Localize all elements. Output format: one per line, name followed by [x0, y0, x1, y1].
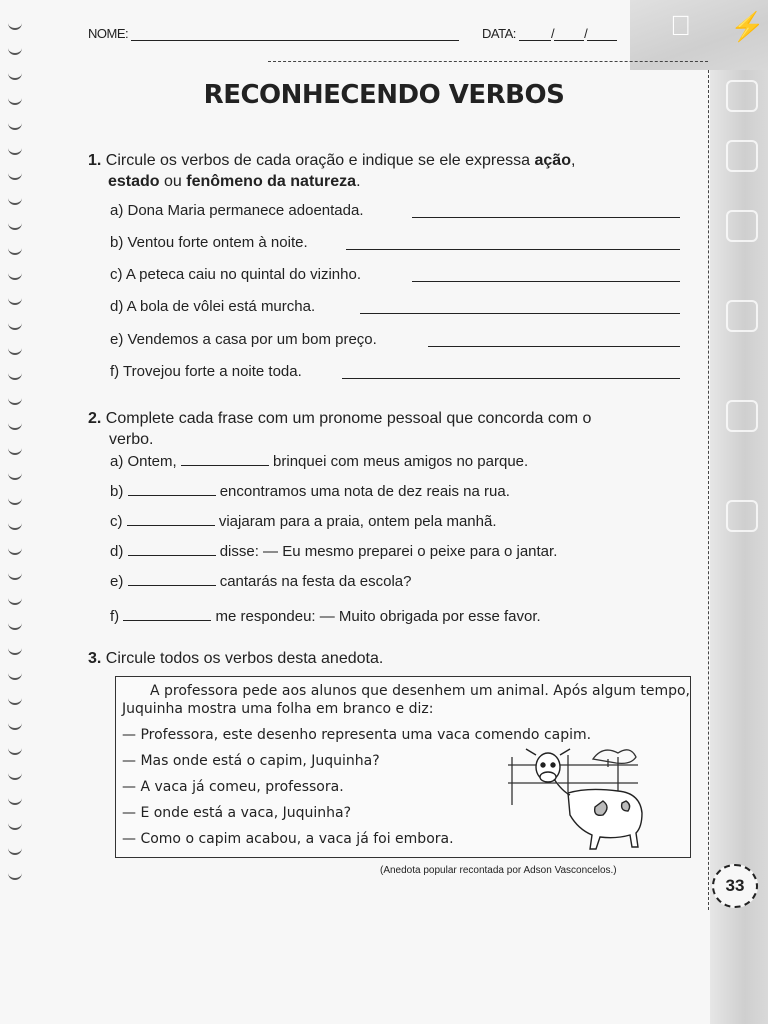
cow-illustration — [508, 745, 678, 851]
pronoun-blank[interactable] — [128, 541, 216, 556]
item-prefix: f) — [110, 608, 120, 625]
pronoun-blank[interactable] — [127, 511, 215, 526]
spiral-ring — [8, 345, 22, 355]
pronoun-blank[interactable] — [128, 571, 216, 586]
item-suffix: disse: — Eu mesmo preparei o peixe para o jantar. — [219, 543, 558, 560]
question-text: Circule os verbos de cada oração e indique se ele expressa — [105, 152, 535, 169]
emphasis-text: fenômeno da natureza — [186, 173, 357, 190]
spiral-ring — [8, 820, 22, 830]
spiral-ring — [8, 495, 22, 505]
page-title: RECONHECENDO VERBOS — [203, 80, 565, 110]
emphasis-text: estado — [108, 173, 160, 190]
date-field — [482, 26, 617, 41]
q1-answer-line-c[interactable] — [412, 281, 680, 282]
q1-answer-line-f[interactable] — [342, 378, 680, 379]
spiral-ring — [8, 120, 22, 130]
building-icon — [726, 210, 758, 242]
pencil-icon — [726, 500, 758, 532]
q1-item-d: d) A bola de vôlei está murcha. — [110, 298, 316, 315]
spiral-ring — [8, 870, 22, 880]
dashed-border-top — [268, 61, 708, 62]
spiral-ring — [8, 720, 22, 730]
book-icon — [726, 300, 758, 332]
spiral-ring — [8, 70, 22, 80]
anecdote-box — [115, 676, 691, 858]
date-separator: / — [550, 26, 555, 41]
pronoun-blank[interactable] — [181, 451, 269, 466]
pronoun-blank[interactable] — [128, 481, 216, 496]
q2-item-c — [110, 511, 497, 530]
spiral-ring — [8, 770, 22, 780]
anecdote-line: — Professora, este desenho representa uma vaca comendo capim. — [122, 727, 592, 743]
date-label: DATA: — [482, 26, 516, 41]
date-month-line[interactable] — [554, 40, 584, 41]
spiral-ring — [8, 645, 22, 655]
anecdote-line: Juquinha mostra uma folha em branco e diz: — [122, 701, 434, 717]
item-suffix: me respondeu: — Muito obrigada por esse favor. — [215, 608, 541, 625]
question-text: Complete cada frase com um pronome pessoal que concorda com o — [105, 410, 592, 427]
item-suffix: cantarás na festa da escola? — [219, 573, 412, 590]
anecdote-credit: (Anedota popular recontada por Adson Vasconcelos.) — [380, 865, 617, 876]
q1-item-e: e) Vendemos a casa por um bom preço. — [110, 331, 377, 348]
q1-item-c: c) A peteca caiu no quintal do vizinho. — [110, 266, 362, 283]
lightning-icon: ⚡ — [730, 11, 765, 42]
q2-item-a — [110, 451, 528, 470]
music-icon — [726, 140, 758, 172]
question-2 — [88, 408, 693, 450]
date-day-line[interactable] — [519, 40, 551, 41]
spiral-ring — [8, 195, 22, 205]
date-separator: / — [584, 26, 588, 41]
spiral-ring — [8, 370, 22, 380]
spiral-binding — [6, 20, 28, 900]
spiral-ring — [8, 620, 22, 630]
spiral-ring — [8, 745, 22, 755]
item-prefix: d) — [110, 543, 124, 560]
q1-answer-line-a[interactable] — [412, 217, 680, 218]
apple-icon — [670, 10, 691, 42]
anecdote-line: — E onde está a vaca, Juquinha? — [122, 805, 352, 821]
spiral-ring — [8, 145, 22, 155]
item-prefix: a) Ontem, — [110, 453, 177, 470]
question-3 — [88, 648, 383, 669]
q1-answer-line-e[interactable] — [428, 346, 680, 347]
question-text: Circule todos os verbos desta anedota. — [105, 650, 384, 667]
pronoun-blank[interactable] — [123, 606, 211, 621]
question-text: ou — [159, 173, 187, 190]
spiral-ring — [8, 695, 22, 705]
spiral-ring — [8, 245, 22, 255]
spiral-ring — [8, 570, 22, 580]
question-text: verbo. — [109, 431, 154, 448]
spiral-ring — [8, 845, 22, 855]
name-field — [88, 26, 459, 41]
globe-icon — [726, 400, 758, 432]
anecdote-line: — Mas onde está o capim, Juquinha? — [122, 753, 380, 769]
item-suffix: brinquei com meus amigos no parque. — [273, 453, 529, 470]
spiral-ring — [8, 170, 22, 180]
item-prefix: b) — [110, 483, 124, 500]
q1-item-b: b) Ventou forte ontem à noite. — [110, 234, 308, 251]
question-number: 2. — [88, 410, 102, 427]
item-prefix: c) — [110, 513, 123, 530]
anecdote-line: — Como o capim acabou, a vaca já foi embora. — [122, 831, 454, 847]
spiral-ring — [8, 445, 22, 455]
q2-item-e — [110, 571, 411, 590]
dashed-border-right — [708, 70, 709, 910]
q2-item-d — [110, 541, 557, 560]
date-year-line[interactable] — [587, 40, 617, 41]
q2-item-f — [110, 606, 541, 625]
spiral-ring — [8, 470, 22, 480]
question-text: . — [356, 173, 361, 190]
question-1 — [88, 150, 688, 192]
spiral-ring — [8, 395, 22, 405]
spiral-ring — [8, 545, 22, 555]
spiral-ring — [8, 20, 22, 30]
spiral-ring — [8, 295, 22, 305]
question-text: , — [570, 152, 576, 169]
decorative-corner — [630, 0, 768, 70]
anecdote-line: — A vaca já comeu, professora. — [122, 779, 344, 795]
page-number: 33 — [712, 864, 758, 908]
spiral-ring — [8, 270, 22, 280]
spiral-ring — [8, 795, 22, 805]
question-number: 3. — [88, 650, 102, 667]
spiral-ring — [8, 45, 22, 55]
q1-answer-line-b[interactable] — [346, 249, 680, 250]
name-line[interactable] — [131, 40, 459, 41]
spiral-ring — [8, 220, 22, 230]
item-suffix: encontramos uma nota de dez reais na rua. — [219, 483, 510, 500]
q2-item-b — [110, 481, 510, 500]
spiral-ring — [8, 595, 22, 605]
q1-answer-line-d[interactable] — [360, 313, 680, 314]
item-suffix: viajaram para a praia, ontem pela manhã. — [218, 513, 497, 530]
anecdote-line: A professora pede aos alunos que desenhem um animal. Após algum tempo, — [150, 683, 690, 699]
name-label: NOME: — [88, 26, 129, 41]
spiral-ring — [8, 420, 22, 430]
spiral-ring — [8, 670, 22, 680]
q1-item-f: f) Trovejou forte a noite toda. — [110, 363, 302, 380]
emphasis-text: ação — [534, 152, 571, 169]
spiral-ring — [8, 520, 22, 530]
question-number: 1. — [88, 152, 102, 169]
q1-item-a: a) Dona Maria permanece adoentada. — [110, 202, 364, 219]
item-prefix: e) — [110, 573, 124, 590]
spiral-ring — [8, 320, 22, 330]
